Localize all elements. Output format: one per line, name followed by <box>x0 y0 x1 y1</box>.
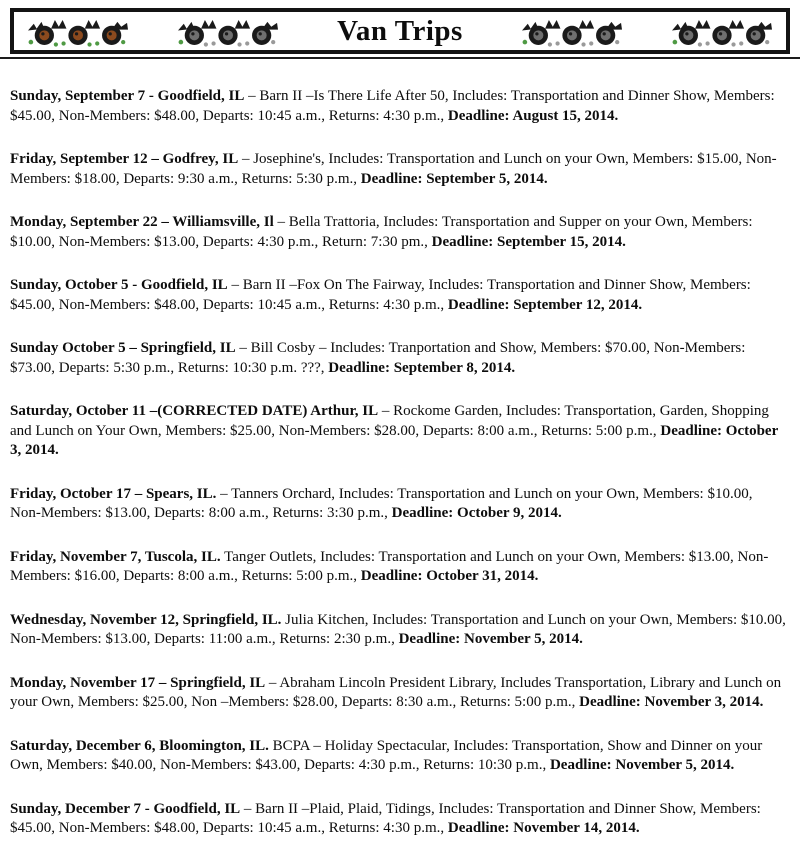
trip-date-location: Friday, September 12 – Godfrey, IL <box>10 151 239 167</box>
trip-deadline: Deadline: September 8, 2014. <box>328 359 516 376</box>
trip-date-location: Monday, November 17 – Springfield, IL <box>10 674 266 691</box>
trip-date-location: Monday, September 22 – Williamsville, Il <box>10 214 274 230</box>
trip-date-location: Sunday, September 7 - Goodfield, IL <box>10 88 245 104</box>
trip-details: – Bill Cosby – Includes: Tranportation and Show, Members: $70.00, Non-Members: $73.00, Departs: 5:30 p.m., Returns: 10:30 p.m. ???, <box>10 340 746 376</box>
trip-details: Julia Kitchen, Includes: Transportation and Lunch on your Own, Members: $10.00, Non-Members: $13.00, Departs: 11:00 a.m., Returns: 2:30 p.m., <box>10 611 786 647</box>
trip-date-location: Saturday, December 6, Bloomington, IL. <box>10 737 269 754</box>
trip-entry <box>10 150 786 189</box>
trip-entry <box>10 737 786 776</box>
header-banner <box>10 8 790 54</box>
trip-entry <box>10 485 786 524</box>
trip-date-location: Wednesday, November 12, Springfield, IL. <box>10 611 282 628</box>
trip-details: – Barn II –Is There Life After 50, Includes: Transportation and Dinner Show, Members: $45.00, Non-Members: $48.00, Departs: 10:45 a.m., Returns: 4:30 p.m., <box>10 88 775 124</box>
trip-entry <box>10 800 786 839</box>
rose-border-icon <box>522 16 622 47</box>
trip-entry <box>10 674 786 713</box>
trip-details: – Rockome Garden, Includes: Transportation, Garden, Shopping and Lunch on Your Own, Members: $25.00, Non-Members: $28.00, Departs: 8:00 a.m., Returns: 5:00 p.m., <box>10 403 769 439</box>
trip-deadline: Deadline: October 3, 2014. <box>10 422 778 458</box>
trip-deadline: Deadline: November 14, 2014. <box>447 820 640 836</box>
trip-deadline: Deadline: November 5, 2014. <box>398 631 583 647</box>
trip-details: – Josephine's, Includes: Transportation and Lunch on your Own, Members: $15.00, Non-Members: $18.00, Departs: 9:30 a.m., Returns: 5:30 p.m., <box>10 151 777 187</box>
trip-deadline: Deadline: October 9, 2014. <box>391 505 562 521</box>
trip-date-location: Saturday, October 11 –(CORRECTED DATE) Arthur, IL <box>10 403 379 419</box>
page-title: Van Trips <box>337 14 463 47</box>
trip-details: – Tanners Orchard, Includes: Transportation and Lunch on your Own, Members: $10.00, Non-Members: $13.00, Departs: 8:00 a.m., Returns: 3:30 p.m., <box>10 485 753 521</box>
trip-entry <box>10 402 786 461</box>
trip-deadline: Deadline: October 31, 2014. <box>360 568 539 584</box>
trip-date-location: Friday, October 17 – Spears, IL. <box>10 485 217 502</box>
trip-date-location: Friday, November 7, Tuscola, IL. <box>10 548 221 565</box>
trip-entry <box>10 611 786 650</box>
rose-border-icon <box>672 16 772 47</box>
trip-details: – Barn II –Plaid, Plaid, Tidings, Includes: Transportation and Dinner Show, Members: $45.00, Non-Members: $48.00, Departs: 10:45 a.m., Returns: 4:30 p.m., <box>10 800 761 836</box>
trip-entry <box>10 87 786 126</box>
trip-deadline: Deadline: November 5, 2014. <box>549 757 735 773</box>
trip-list <box>0 59 800 839</box>
trip-date-location: Sunday, October 5 - Goodfield, IL <box>10 277 228 293</box>
trip-details: – Bella Trattoria, Includes: Transportation and Supper on your Own, Members: $10.00, Non-Members: $13.00, Departs: 4:30 p.m., Return: 7:30 pm., <box>10 214 753 250</box>
trip-details: – Barn II –Fox On The Fairway, Includes: Transportation and Dinner Show, Members: $45.00, Non-Members: $48.00, Departs: 10:45 a.m., Returns: 4:30 p.m., <box>10 277 751 313</box>
trip-details: – Abraham Lincoln President Library, Includes Transportation, Library and Lunch on your Own, Members: $25.00, Non –Members: $28.00, Departs: 8:30 a.m., Returns: 5:00 p.m., <box>10 674 782 710</box>
trip-entry <box>10 548 786 587</box>
trip-details: BCPA – Holiday Spectacular, Includes: Transportation, Show and Dinner on your Own, Members: $40.00, Non-Members: $43.00, Departs: 4:30 p.m., Returns: 10:30 p.m., <box>10 737 763 773</box>
trip-entry <box>10 276 786 315</box>
trip-details: Tanger Outlets, Includes: Transportation and Lunch on your Own, Members: $13.00, Non-Members: $16.00, Departs: 8:00 a.m., Returns: 5:00 p.m., <box>10 548 769 584</box>
trip-deadline: Deadline: August 15, 2014. <box>447 107 619 124</box>
trip-deadline: Deadline: September 15, 2014. <box>431 233 626 250</box>
trip-deadline: Deadline: September 12, 2014. <box>447 296 643 313</box>
trip-date-location: Sunday, December 7 - Goodfield, IL <box>10 800 241 817</box>
trip-entry <box>10 339 786 378</box>
rose-border-icon <box>178 16 278 47</box>
trip-date-location: Sunday October 5 – Springfield, IL <box>10 340 236 356</box>
trip-entry <box>10 213 786 252</box>
rose-border-icon <box>28 16 128 47</box>
trip-deadline: Deadline: September 5, 2014. <box>360 170 548 187</box>
trip-deadline: Deadline: November 3, 2014. <box>579 694 764 710</box>
